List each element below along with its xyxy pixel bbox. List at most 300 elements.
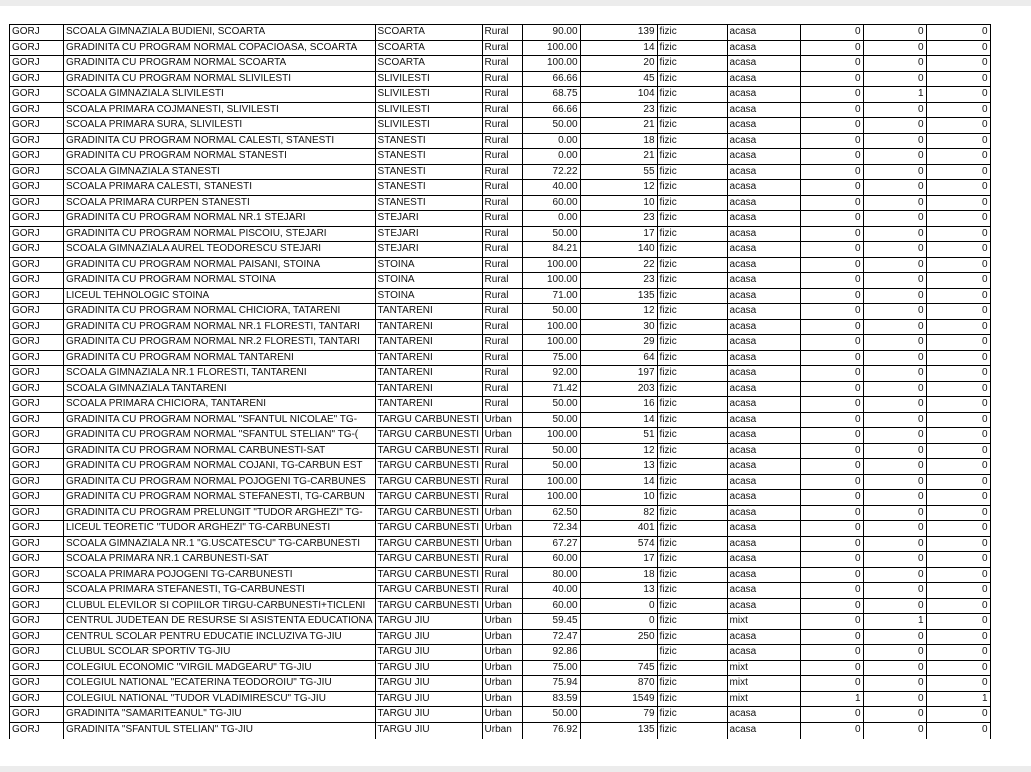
value-b-cell: 0 xyxy=(863,25,926,41)
environment-cell: Rural xyxy=(482,366,522,382)
locality-cell: SCOARTA xyxy=(375,25,482,41)
value-a-cell: 0 xyxy=(800,381,863,397)
school-name-cell: GRADINITA CU PROGRAM NORMAL CALESTI, STANESTI xyxy=(64,133,376,149)
value-a-cell: 0 xyxy=(800,133,863,149)
value-a-cell: 1 xyxy=(800,691,863,707)
value-a-cell: 0 xyxy=(800,583,863,599)
value-c-cell: 0 xyxy=(926,521,990,537)
value-a-cell: 0 xyxy=(800,536,863,552)
location-cell: acasa xyxy=(727,366,800,382)
table-row xyxy=(10,443,991,459)
school-name-cell: CLUBUL ELEVILOR SI COPIILOR TIRGU-CARBUNESTI+TICLENI xyxy=(64,598,376,614)
locality-cell: TARGU JIU xyxy=(375,629,482,645)
county-cell: GORJ xyxy=(10,660,64,676)
value-b-cell: 0 xyxy=(863,428,926,444)
value-a-cell: 0 xyxy=(800,459,863,475)
school-name-cell: GRADINITA CU PROGRAM NORMAL STOINA xyxy=(64,273,376,289)
value-a-cell: 0 xyxy=(800,366,863,382)
school-name-cell: GRADINITA CU PROGRAM NORMAL TANTARENI xyxy=(64,350,376,366)
value-c-cell: 0 xyxy=(926,490,990,506)
table-row xyxy=(10,397,991,413)
students-cell: 20 xyxy=(580,56,657,72)
value-c-cell: 0 xyxy=(926,660,990,676)
environment-cell: Rural xyxy=(482,583,522,599)
locality-cell: STEJARI xyxy=(375,242,482,258)
mode-cell: fizic xyxy=(657,676,727,692)
location-cell: acasa xyxy=(727,273,800,289)
students-cell: 30 xyxy=(580,319,657,335)
county-cell: GORJ xyxy=(10,490,64,506)
location-cell: mixt xyxy=(727,676,800,692)
value-b-cell: 0 xyxy=(863,660,926,676)
table-row xyxy=(10,707,991,723)
environment-cell: Rural xyxy=(482,350,522,366)
mode-cell: fizic xyxy=(657,25,727,41)
value-c-cell: 0 xyxy=(926,102,990,118)
locality-cell: STOINA xyxy=(375,257,482,273)
table-row xyxy=(10,319,991,335)
mode-cell: fizic xyxy=(657,335,727,351)
percent-cell: 68.75 xyxy=(522,87,580,103)
locality-cell: TARGU JIU xyxy=(375,722,482,739)
locality-cell: TARGU JIU xyxy=(375,707,482,723)
school-name-cell: CENTRUL SCOLAR PENTRU EDUCATIE INCLUZIVA TG-JIU xyxy=(64,629,376,645)
students-cell: 23 xyxy=(580,102,657,118)
value-c-cell: 0 xyxy=(926,304,990,320)
value-b-cell: 0 xyxy=(863,459,926,475)
value-c-cell: 0 xyxy=(926,583,990,599)
table-row xyxy=(10,428,991,444)
locality-cell: SLIVILESTI xyxy=(375,87,482,103)
location-cell: acasa xyxy=(727,412,800,428)
location-cell: acasa xyxy=(727,133,800,149)
location-cell: acasa xyxy=(727,567,800,583)
value-a-cell: 0 xyxy=(800,335,863,351)
value-a-cell: 0 xyxy=(800,56,863,72)
locality-cell: TARGU CARBUNESTI xyxy=(375,583,482,599)
percent-cell: 75.00 xyxy=(522,350,580,366)
value-a-cell: 0 xyxy=(800,273,863,289)
value-b-cell: 0 xyxy=(863,691,926,707)
value-c-cell: 0 xyxy=(926,598,990,614)
value-c-cell: 0 xyxy=(926,242,990,258)
value-c-cell: 0 xyxy=(926,722,990,739)
school-name-cell: GRADINITA CU PROGRAM NORMAL STEFANESTI, TG-CARBUN xyxy=(64,490,376,506)
locality-cell: TARGU CARBUNESTI xyxy=(375,474,482,490)
value-b-cell: 0 xyxy=(863,273,926,289)
schools-table xyxy=(9,24,991,739)
value-b-cell: 1 xyxy=(863,87,926,103)
students-cell: 0 xyxy=(580,614,657,630)
school-name-cell: GRADINITA CU PROGRAM NORMAL SLIVILESTI xyxy=(64,71,376,87)
county-cell: GORJ xyxy=(10,56,64,72)
locality-cell: TARGU CARBUNESTI xyxy=(375,490,482,506)
students-cell: 45 xyxy=(580,71,657,87)
location-cell: acasa xyxy=(727,583,800,599)
locality-cell: TANTARENI xyxy=(375,304,482,320)
value-a-cell: 0 xyxy=(800,474,863,490)
students-cell: 14 xyxy=(580,412,657,428)
environment-cell: Rural xyxy=(482,211,522,227)
mode-cell: fizic xyxy=(657,443,727,459)
environment-cell: Urban xyxy=(482,660,522,676)
locality-cell: TARGU JIU xyxy=(375,691,482,707)
value-a-cell: 0 xyxy=(800,397,863,413)
value-a-cell: 0 xyxy=(800,118,863,134)
value-a-cell: 0 xyxy=(800,412,863,428)
environment-cell: Rural xyxy=(482,149,522,165)
value-a-cell: 0 xyxy=(800,242,863,258)
table-row xyxy=(10,71,991,87)
location-cell: acasa xyxy=(727,242,800,258)
percent-cell: 84.21 xyxy=(522,242,580,258)
environment-cell: Urban xyxy=(482,676,522,692)
mode-cell: fizic xyxy=(657,133,727,149)
value-c-cell: 0 xyxy=(926,645,990,661)
location-cell: acasa xyxy=(727,381,800,397)
value-c-cell: 0 xyxy=(926,366,990,382)
county-cell: GORJ xyxy=(10,87,64,103)
table-row xyxy=(10,614,991,630)
table-row xyxy=(10,521,991,537)
percent-cell: 72.22 xyxy=(522,164,580,180)
percent-cell: 50.00 xyxy=(522,459,580,475)
students-cell: 17 xyxy=(580,226,657,242)
table-row xyxy=(10,257,991,273)
table-row xyxy=(10,691,991,707)
value-c-cell: 0 xyxy=(926,381,990,397)
school-name-cell: SCOALA PRIMARA POJOGENI TG-CARBUNESTI xyxy=(64,567,376,583)
table-row xyxy=(10,102,991,118)
environment-cell: Rural xyxy=(482,304,522,320)
percent-cell: 100.00 xyxy=(522,257,580,273)
environment-cell: Urban xyxy=(482,645,522,661)
locality-cell: STANESTI xyxy=(375,133,482,149)
percent-cell: 80.00 xyxy=(522,567,580,583)
value-b-cell: 0 xyxy=(863,211,926,227)
school-name-cell: GRADINITA CU PROGRAM NORMAL NR.1 STEJARI xyxy=(64,211,376,227)
locality-cell: STANESTI xyxy=(375,195,482,211)
county-cell: GORJ xyxy=(10,149,64,165)
school-name-cell: GRADINITA CU PROGRAM NORMAL SCOARTA xyxy=(64,56,376,72)
value-c-cell: 0 xyxy=(926,257,990,273)
county-cell: GORJ xyxy=(10,288,64,304)
location-cell: acasa xyxy=(727,350,800,366)
county-cell: GORJ xyxy=(10,133,64,149)
value-c-cell: 0 xyxy=(926,676,990,692)
value-c-cell: 0 xyxy=(926,474,990,490)
county-cell: GORJ xyxy=(10,629,64,645)
county-cell: GORJ xyxy=(10,211,64,227)
mode-cell: fizic xyxy=(657,118,727,134)
percent-cell: 50.00 xyxy=(522,226,580,242)
students-cell: 82 xyxy=(580,505,657,521)
table-row xyxy=(10,645,991,661)
locality-cell: TANTARENI xyxy=(375,397,482,413)
locality-cell: TARGU CARBUNESTI xyxy=(375,428,482,444)
locality-cell: SLIVILESTI xyxy=(375,118,482,134)
county-cell: GORJ xyxy=(10,521,64,537)
mode-cell: fizic xyxy=(657,304,727,320)
value-b-cell: 0 xyxy=(863,164,926,180)
county-cell: GORJ xyxy=(10,474,64,490)
locality-cell: TARGU CARBUNESTI xyxy=(375,552,482,568)
location-cell: acasa xyxy=(727,552,800,568)
table-row xyxy=(10,335,991,351)
school-name-cell: GRADINITA CU PROGRAM NORMAL CARBUNESTI-SAT xyxy=(64,443,376,459)
students-cell: 13 xyxy=(580,459,657,475)
county-cell: GORJ xyxy=(10,319,64,335)
environment-cell: Rural xyxy=(482,474,522,490)
value-c-cell: 0 xyxy=(926,350,990,366)
value-a-cell: 0 xyxy=(800,722,863,739)
mode-cell: fizic xyxy=(657,195,727,211)
students-cell: 13 xyxy=(580,583,657,599)
county-cell: GORJ xyxy=(10,257,64,273)
school-name-cell: COLEGIUL ECONOMIC "VIRGIL MADGEARU" TG-JIU xyxy=(64,660,376,676)
percent-cell: 75.00 xyxy=(522,660,580,676)
value-c-cell: 0 xyxy=(926,505,990,521)
mode-cell: fizic xyxy=(657,180,727,196)
value-c-cell: 0 xyxy=(926,25,990,41)
school-name-cell: COLEGIUL NATIONAL "ECATERINA TEODOROIU" TG-JIU xyxy=(64,676,376,692)
value-a-cell: 0 xyxy=(800,149,863,165)
table-row xyxy=(10,490,991,506)
table-row xyxy=(10,242,991,258)
percent-cell: 50.00 xyxy=(522,707,580,723)
mode-cell: fizic xyxy=(657,428,727,444)
location-cell: acasa xyxy=(727,288,800,304)
mode-cell: fizic xyxy=(657,645,727,661)
school-name-cell: GRADINITA CU PROGRAM NORMAL PAISANI, STOINA xyxy=(64,257,376,273)
location-cell: acasa xyxy=(727,536,800,552)
value-b-cell: 0 xyxy=(863,722,926,739)
value-a-cell: 0 xyxy=(800,257,863,273)
environment-cell: Rural xyxy=(482,118,522,134)
percent-cell: 60.00 xyxy=(522,552,580,568)
value-b-cell: 0 xyxy=(863,505,926,521)
percent-cell: 50.00 xyxy=(522,443,580,459)
location-cell: mixt xyxy=(727,614,800,630)
mode-cell: fizic xyxy=(657,350,727,366)
value-c-cell: 0 xyxy=(926,164,990,180)
students-cell: 16 xyxy=(580,397,657,413)
students-cell: 64 xyxy=(580,350,657,366)
students-cell: 0 xyxy=(580,598,657,614)
school-name-cell: GRADINITA "SFANTUL STELIAN" TG-JIU xyxy=(64,722,376,739)
students-cell: 21 xyxy=(580,149,657,165)
value-c-cell: 0 xyxy=(926,133,990,149)
percent-cell: 0.00 xyxy=(522,211,580,227)
environment-cell: Urban xyxy=(482,707,522,723)
value-a-cell: 0 xyxy=(800,25,863,41)
students-cell: 17 xyxy=(580,552,657,568)
locality-cell: TARGU CARBUNESTI xyxy=(375,567,482,583)
mode-cell: fizic xyxy=(657,397,727,413)
environment-cell: Rural xyxy=(482,552,522,568)
value-a-cell: 0 xyxy=(800,102,863,118)
table-row xyxy=(10,459,991,475)
table-row xyxy=(10,164,991,180)
county-cell: GORJ xyxy=(10,428,64,444)
value-b-cell: 0 xyxy=(863,335,926,351)
locality-cell: SCOARTA xyxy=(375,40,482,56)
mode-cell: fizic xyxy=(657,149,727,165)
environment-cell: Rural xyxy=(482,87,522,103)
location-cell: acasa xyxy=(727,645,800,661)
county-cell: GORJ xyxy=(10,25,64,41)
students-cell: 104 xyxy=(580,87,657,103)
mode-cell: fizic xyxy=(657,707,727,723)
value-b-cell: 0 xyxy=(863,536,926,552)
table-row xyxy=(10,722,991,739)
table-row xyxy=(10,381,991,397)
table-row xyxy=(10,412,991,428)
locality-cell: STOINA xyxy=(375,273,482,289)
locality-cell: TARGU JIU xyxy=(375,645,482,661)
table-row xyxy=(10,350,991,366)
value-a-cell: 0 xyxy=(800,552,863,568)
school-name-cell: SCOALA PRIMARA SURA, SLIVILESTI xyxy=(64,118,376,134)
location-cell: acasa xyxy=(727,71,800,87)
mode-cell: fizic xyxy=(657,242,727,258)
students-cell: 870 xyxy=(580,676,657,692)
value-a-cell: 0 xyxy=(800,71,863,87)
value-c-cell: 0 xyxy=(926,273,990,289)
students-cell: 55 xyxy=(580,164,657,180)
percent-cell: 100.00 xyxy=(522,474,580,490)
table-row xyxy=(10,56,991,72)
value-c-cell: 0 xyxy=(926,459,990,475)
school-name-cell: GRADINITA CU PROGRAM NORMAL "SFANTUL NICOLAE" TG- xyxy=(64,412,376,428)
value-b-cell: 0 xyxy=(863,102,926,118)
value-b-cell: 0 xyxy=(863,567,926,583)
percent-cell: 66.66 xyxy=(522,102,580,118)
county-cell: GORJ xyxy=(10,567,64,583)
table-row xyxy=(10,288,991,304)
value-a-cell: 0 xyxy=(800,567,863,583)
school-name-cell: COLEGIUL NATIONAL "TUDOR VLADIMIRESCU" TG-JIU xyxy=(64,691,376,707)
mode-cell: fizic xyxy=(657,71,727,87)
environment-cell: Urban xyxy=(482,691,522,707)
locality-cell: TARGU JIU xyxy=(375,614,482,630)
value-b-cell: 0 xyxy=(863,583,926,599)
mode-cell: fizic xyxy=(657,536,727,552)
value-a-cell: 0 xyxy=(800,211,863,227)
locality-cell: TANTARENI xyxy=(375,381,482,397)
location-cell: acasa xyxy=(727,195,800,211)
environment-cell: Rural xyxy=(482,490,522,506)
location-cell: acasa xyxy=(727,490,800,506)
environment-cell: Urban xyxy=(482,428,522,444)
value-b-cell: 0 xyxy=(863,629,926,645)
mode-cell: fizic xyxy=(657,319,727,335)
mode-cell: fizic xyxy=(657,691,727,707)
locality-cell: TARGU CARBUNESTI xyxy=(375,412,482,428)
mode-cell: fizic xyxy=(657,366,727,382)
school-name-cell: SCOALA GIMNAZIALA NR.1 FLORESTI, TANTARENI xyxy=(64,366,376,382)
value-b-cell: 0 xyxy=(863,552,926,568)
value-c-cell: 0 xyxy=(926,536,990,552)
value-b-cell: 0 xyxy=(863,56,926,72)
value-b-cell: 0 xyxy=(863,645,926,661)
county-cell: GORJ xyxy=(10,505,64,521)
value-b-cell: 0 xyxy=(863,133,926,149)
percent-cell: 100.00 xyxy=(522,490,580,506)
students-cell: 18 xyxy=(580,567,657,583)
environment-cell: Rural xyxy=(482,288,522,304)
county-cell: GORJ xyxy=(10,707,64,723)
locality-cell: STANESTI xyxy=(375,164,482,180)
students-cell: 12 xyxy=(580,304,657,320)
percent-cell: 100.00 xyxy=(522,56,580,72)
school-name-cell: GRADINITA CU PROGRAM NORMAL "SFANTUL STELIAN" TG-( xyxy=(64,428,376,444)
location-cell: acasa xyxy=(727,722,800,739)
value-b-cell: 0 xyxy=(863,443,926,459)
percent-cell: 50.00 xyxy=(522,304,580,320)
environment-cell: Rural xyxy=(482,226,522,242)
value-c-cell: 0 xyxy=(926,397,990,413)
county-cell: GORJ xyxy=(10,242,64,258)
location-cell: acasa xyxy=(727,118,800,134)
mode-cell: fizic xyxy=(657,56,727,72)
percent-cell: 50.00 xyxy=(522,397,580,413)
mode-cell: fizic xyxy=(657,211,727,227)
table-row xyxy=(10,304,991,320)
value-b-cell: 0 xyxy=(863,598,926,614)
value-a-cell: 0 xyxy=(800,195,863,211)
value-a-cell: 0 xyxy=(800,707,863,723)
county-cell: GORJ xyxy=(10,40,64,56)
county-cell: GORJ xyxy=(10,118,64,134)
school-name-cell: SCOALA PRIMARA CALESTI, STANESTI xyxy=(64,180,376,196)
percent-cell: 0.00 xyxy=(522,149,580,165)
value-c-cell: 0 xyxy=(926,211,990,227)
locality-cell: STEJARI xyxy=(375,226,482,242)
table-row xyxy=(10,598,991,614)
locality-cell: TARGU CARBUNESTI xyxy=(375,443,482,459)
environment-cell: Rural xyxy=(482,459,522,475)
value-b-cell: 0 xyxy=(863,490,926,506)
students-cell: 29 xyxy=(580,335,657,351)
county-cell: GORJ xyxy=(10,536,64,552)
value-a-cell: 0 xyxy=(800,660,863,676)
value-a-cell: 0 xyxy=(800,87,863,103)
county-cell: GORJ xyxy=(10,164,64,180)
location-cell: acasa xyxy=(727,25,800,41)
environment-cell: Rural xyxy=(482,443,522,459)
county-cell: GORJ xyxy=(10,273,64,289)
location-cell: acasa xyxy=(727,474,800,490)
value-b-cell: 0 xyxy=(863,707,926,723)
environment-cell: Rural xyxy=(482,567,522,583)
students-cell: 197 xyxy=(580,366,657,382)
value-c-cell: 0 xyxy=(926,180,990,196)
percent-cell: 100.00 xyxy=(522,40,580,56)
percent-cell: 83.59 xyxy=(522,691,580,707)
mode-cell: fizic xyxy=(657,164,727,180)
students-cell: 135 xyxy=(580,722,657,739)
students-cell: 79 xyxy=(580,707,657,723)
value-b-cell: 0 xyxy=(863,257,926,273)
location-cell: acasa xyxy=(727,56,800,72)
mode-cell: fizic xyxy=(657,102,727,118)
county-cell: GORJ xyxy=(10,691,64,707)
value-b-cell: 0 xyxy=(863,40,926,56)
value-a-cell: 0 xyxy=(800,304,863,320)
percent-cell: 62.50 xyxy=(522,505,580,521)
county-cell: GORJ xyxy=(10,552,64,568)
